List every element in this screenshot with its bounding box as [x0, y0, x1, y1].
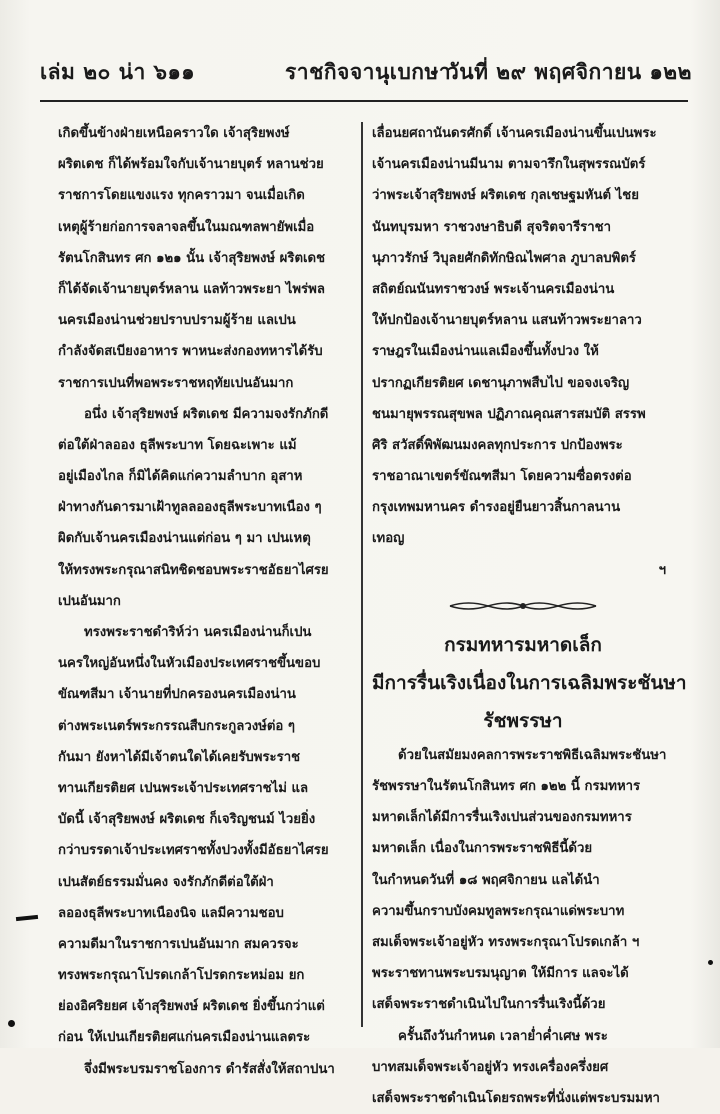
text-line: ผิดกับเจ้านครเมืองน่านแต่ก่อน ๆ มา เปนเหตุ: [58, 531, 311, 547]
text-line: มหาดเล็กได้มีการรื่นเริงเปนส่วนของกรมทหาร: [372, 810, 632, 826]
text-line: ราชอาณาเขตร์ขัณฑสีมา โดยความซื่อตรงต่อ: [372, 469, 632, 485]
text-line: ขัณฑสีมา เจ้านายที่ปกครองนครเมืองน่าน: [58, 687, 296, 703]
text-line: ลอองธุลีพระบาทเนืองนิจ แลมีความชอบ: [58, 905, 284, 921]
text-line: ฝ่าทางกันดารมาเฝ้าทูลลอองธุลีพระบาทเนือง ๆ: [58, 500, 322, 516]
text-line: ก็ได้จัดเจ้านายบุตร์หลาน แลท้าวพระยา ไพร่พล: [58, 281, 325, 297]
text-line: ด้วยในสมัยมงคลการพระราชพิธีเฉลิมพระชันษา: [398, 747, 667, 763]
column-divider: [361, 122, 363, 1027]
text-line: ก่อน ให้เปนเกียรติยศแก่นครเมืองน่านแลตระ: [58, 1030, 311, 1046]
text-line: บัดนี้ เจ้าสุริยพงษ์ ผริตเดช ก็เจริญชนม์ ไวยยิ่ง: [58, 812, 316, 828]
section-subtitle-2: รัชพรรษา: [483, 709, 563, 732]
text-line: กันมา ยังหาได้มีเจ้าตนใดได้เคยรับพระราช: [58, 749, 301, 765]
text-line: ต่อใต้ฝ่าลออง ธุลีพระบาท โดยฉะเพาะ แม้: [58, 437, 297, 453]
text-line: อนึ่ง เจ้าสุริยพงษ์ ผริตเดช มีความจงรักภักดี: [84, 406, 329, 422]
text-line: เสด็จพระราชดำเนินไปในการรื่นเริงนี้ด้วย: [372, 997, 606, 1013]
scan-speck: [708, 960, 713, 965]
text-line: บาทสมเด็จพระเจ้าอยู่หัว ทรงเครื่องครึ่งยศ: [372, 1059, 609, 1075]
section-body: [372, 740, 674, 1114]
left-column: [58, 118, 348, 1085]
ornamental-divider: [372, 586, 674, 626]
ornament-icon: [448, 599, 598, 613]
text-line: สถิตย์ณนันทราชวงษ์ พระเจ้านครเมืองน่าน: [372, 281, 615, 297]
text-line: กรุงเทพมหานคร ดำรงอยู่ยืนยาวสิ้นกาลนาน: [372, 500, 621, 516]
text-line: เปนสัตย์ธรรมมั่นคง จงรักภักดีต่อใต้ฝ่า: [58, 874, 274, 890]
issue-date: วันที่ ๒๙ พฤศจิกายน ๑๒๒: [446, 59, 692, 84]
margin-pen-mark: [16, 915, 38, 921]
text-line: อยู่เมืองไกล ก็มิได้คิดแก่ความลำบาก อุสาห: [58, 469, 303, 485]
text-line: ผริตเดช ก็ได้พร้อมใจกับเจ้านายบุตร์ หลานช่วย: [58, 157, 324, 173]
text-line: ศิริ สวัสดิ์พิพัฒนมงคลทุกประการ ปกป้องพระ: [372, 437, 623, 453]
section-title: กรมทหารมหาดเล็ก: [444, 633, 602, 656]
text-line: เสด็จพระราชดำเนินโดยรถพระที่นั่งแต่พระบรมมหา: [372, 1090, 660, 1106]
volume-page-number: เล่ม ๒๐ น่า ๖๑๑: [40, 59, 196, 84]
section-subtitle: มีการรื่นเริงเนื่องในการเฉลิมพระชันษา: [372, 671, 687, 694]
page-header: [30, 56, 692, 96]
text-line: กว่าบรรดาเจ้าประเทศราชทั้งปวงทั้งมีอัธยาไศรย: [58, 843, 329, 859]
scan-speck: [8, 1020, 15, 1027]
text-line: พระราชทานพระบรมนุญาต ให้มีการ แลจะได้: [372, 966, 629, 982]
text-line: ย่องอิศริยยศ เจ้าสุริยพงษ์ ผริตเดช ยิ่งขึ้นกว่าแต่: [58, 999, 325, 1015]
text-line: ให้ทรงพระกรุณาสนิทชิดชอบพระราชอัธยาไศรย: [58, 562, 329, 578]
header-rule: [40, 100, 688, 102]
text-line: ในกำหนดวันที่ ๑๘ พฤศจิกายน แลได้นำ: [372, 872, 600, 888]
text-line: นครเมืองน่านช่วยปราบปรามผู้ร้าย แลเปน: [58, 313, 296, 329]
text-line: ปรากฏเกียรติยศ เดชานุภาพสืบไป ขอจงเจริญ: [372, 375, 630, 391]
text-line: ทานเกียรติยศ เปนพระเจ้าประเทศราชไม่ แล: [58, 780, 309, 796]
text-line: ทรงพระราชดำริห์ว่า นครเมืองน่านก็เปน: [84, 625, 312, 640]
text-line: ครั้นถึงวันกำหนด เวลาย่ำค่ำเศษ พระ: [398, 1028, 608, 1044]
decree-continuation: [372, 118, 674, 555]
text-line: รัชพรรษาในรัตนโกสินทร ศก ๑๒๒ นี้ กรมทหาร: [372, 779, 641, 794]
text-line: ความขึ้นกราบบังคมทูลพระกรุณาแด่พระบาท: [372, 903, 625, 919]
text-line: เทอญ: [372, 531, 405, 547]
text-line: มหาดเล็ก เนื่องในการพระราชพิธีนี้ด้วย: [372, 841, 593, 857]
text-line: กำลังจัดสเบียงอาหาร พาหนะส่งกองทหารได้รับ: [58, 344, 323, 360]
text-line: สมเด็จพระเจ้าอยู่หัว ทรงพระกรุณาโปรดเกล้า ฯ: [372, 934, 640, 950]
text-line: ชนมายุพรรณสุขพล ปฏิภาณคุณสารสมบัติ สรรพ: [372, 406, 646, 422]
text-line: นันทบุรมหา ราชวงษาธิบดี สุจริตจารีราชา: [372, 219, 611, 235]
text-line: เปนอันมาก: [58, 593, 121, 609]
text-line: ต่างพระเนตร์พระกรรณสืบกระกูลวงษ์ต่อ ๆ: [58, 718, 296, 734]
text-line: จึ่งมีพระบรมราชโองการ ดำรัสสั่งให้สถาปนา: [84, 1061, 335, 1077]
text-line: ว่าพระเจ้าสุริยพงษ์ ผริตเดช กุลเชษฐมหันต์ ไชย: [372, 188, 639, 204]
text-line: ให้ปกป้องเจ้านายบุตร์หลาน แสนท้าวพระยาลาว: [372, 313, 642, 329]
text-line: เกิดขึ้นข้างฝ่ายเหนือคราวใด เจ้าสุริยพงษ์: [58, 126, 290, 141]
text-line: นครใหญ่อันหนึ่งในหัวเมืองประเทศราชขึ้นขอบ: [58, 656, 321, 672]
text-line: ราษฎรในเมืองน่านแลเมืองขึ้นทั้งปวง ให้: [372, 344, 599, 360]
text-line: นุภาวรักษ์ วิบุลยศักดิทักษิณไพศาล ภูบาลบพิตร์: [372, 250, 637, 266]
text-line: เลื่อนยศถานันดรศักดิ์ เจ้านครเมืองน่านขึ้นเปนพระ: [372, 126, 657, 141]
text-line: เจ้านครเมืองน่านมีนาม ตามจารึกในสุพรรณบัตร์: [372, 157, 646, 173]
gazette-title: ราชกิจจานุเบกษา: [285, 59, 452, 84]
text-line: ราชการเปนที่พอพระราชหฤทัยเปนอันมาก: [58, 375, 294, 391]
text-line: รัตนโกสินทร ศก ๑๒๑ นั้น เจ้าสุริยพงษ์ ผริตเดช: [58, 250, 326, 266]
text-line: ราชการโดยแขงแรง ทุกคราวมา จนเมื่อเกิด: [58, 188, 305, 204]
right-column: [372, 118, 687, 1114]
text-line: เหตุผู้ร้ายก่อการจลาจลขึ้นในมณฑลพายัพเมื่อ: [58, 219, 315, 235]
end-mark: ฯ: [658, 562, 666, 578]
text-line: ทรงพระกรุณาโปรดเกล้าโปรดกระหม่อม ยก: [58, 968, 305, 984]
text-line: ความดีมาในราชการเปนอันมาก สมควรจะ: [58, 936, 299, 952]
